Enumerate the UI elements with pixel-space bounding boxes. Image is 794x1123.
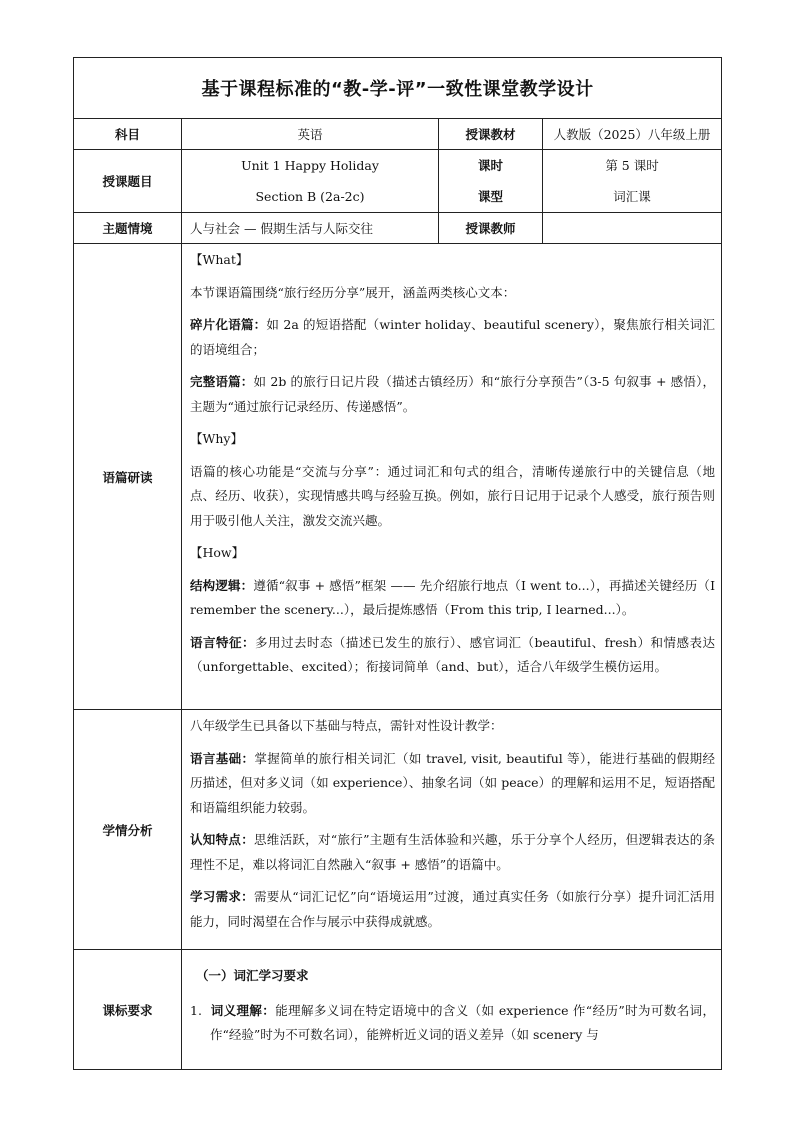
what-heading: 【What】 bbox=[190, 252, 249, 267]
type-label: 课型 bbox=[477, 189, 503, 204]
learning-needs-term: 学习需求： bbox=[190, 889, 254, 904]
period-type-values bbox=[543, 150, 722, 213]
theme-value: 人与社会 — 假期生活与人际交往 bbox=[182, 213, 439, 244]
why-heading: 【Why】 bbox=[190, 431, 243, 446]
item-1-number: 1. bbox=[190, 1002, 202, 1018]
topic-value bbox=[182, 150, 439, 213]
cognitive-term: 认知特点： bbox=[190, 832, 254, 847]
fragment-text: 如 2a 的短语搭配（winter holiday、beautiful scenery），聚焦旅行相关词汇的语境组合； bbox=[190, 317, 716, 357]
learning-needs-text: 需要从“词汇记忆”向“语境运用”过渡，通过真实任务（如旅行分享）提升词汇活用能力，同时渴望在合作与展示中获得成就感。 bbox=[190, 889, 716, 929]
structure-text: 遵循“叙事 + 感悟”框架 —— 先介绍旅行地点（I went to...），再描述关键经历（I remember the scenery...），最后提炼感悟（From this trip, I learned...）。 bbox=[190, 577, 716, 617]
complete-term: 完整语篇： bbox=[190, 374, 254, 389]
how-structure-paragraph bbox=[190, 574, 715, 623]
language-text: 多用过去时态（描述已发生的旅行）、感官词汇（beautiful、fresh）和情感表达（unforgettable、excited）；衔接词简单（and、but），适合八年级学生模仿运用。 bbox=[190, 634, 716, 674]
item-1-text: 能理解多义词在特定语境中的含义（如 experience 作“经历”时为可数名词，作“经验”时为不可数名词），能辨析近义词的语义差异（如 scenery 与 bbox=[210, 1002, 716, 1042]
theme-label: 主题情境 bbox=[74, 213, 182, 244]
structure-term: 结构逻辑： bbox=[190, 577, 254, 593]
period-type-labels bbox=[439, 150, 543, 213]
topic-line-1: Unit 1 Happy Holiday bbox=[241, 158, 379, 173]
vocabulary-section-title: （一）词汇学习要求 bbox=[196, 968, 309, 983]
document-title: 基于课程标准的“教-学-评”一致性课堂教学设计 bbox=[74, 58, 722, 119]
textbook-value: 人教版（2025）八年级上册 bbox=[543, 119, 722, 150]
teacher-value bbox=[543, 213, 722, 244]
standards-content bbox=[182, 950, 722, 1070]
learner-analysis-label: 学情分析 bbox=[74, 710, 182, 950]
how-heading: 【How】 bbox=[190, 545, 245, 560]
what-fragment-paragraph bbox=[190, 313, 715, 362]
textbook-label: 授课教材 bbox=[439, 119, 543, 150]
language-basis-text: 掌握简单的旅行相关词汇（如 travel, visit, beautiful 等），能进行基础的假期经历描述，但对多义词（如 experience）、抽象名词（如 peace）的理解和运用不足，短语搭配和语篇组织能力较弱。 bbox=[190, 750, 716, 815]
period-label: 课时 bbox=[477, 158, 503, 173]
type-value: 词汇课 bbox=[613, 189, 651, 204]
why-paragraph: 语篇的核心功能是“交流与分享”：通过词汇和句式的组合，清晰传递旅行中的关键信息（地点、经历、收获），实现情感共鸣与经验互换。例如，旅行日记用于记录个人感受，旅行预告则用于吸引他人关注，激发交流兴趣。 bbox=[190, 463, 716, 528]
how-language-paragraph bbox=[190, 631, 715, 680]
fragment-term: 碎片化语篇： bbox=[190, 317, 267, 332]
standards-item-1 bbox=[190, 999, 715, 1048]
what-intro: 本节课语篇围绕“旅行经历分享”展开，涵盖两类核心文本： bbox=[190, 284, 516, 300]
item-1-term: 词义理解： bbox=[210, 1002, 276, 1018]
topic-line-2: Section B (2a-2c) bbox=[255, 189, 365, 204]
topic-label: 授课题目 bbox=[74, 150, 182, 213]
cognitive-text: 思维活跃，对“旅行”主题有生活体验和兴趣，乐于分享个人经历，但逻辑表达的条理性不足，难以将词汇自然融入“叙事 + 感悟”的语篇中。 bbox=[190, 832, 716, 872]
what-complete-paragraph bbox=[190, 370, 715, 419]
subject-label: 科目 bbox=[74, 119, 182, 150]
cognitive-paragraph bbox=[190, 828, 715, 877]
standards-label: 课标要求 bbox=[74, 950, 182, 1070]
teacher-label: 授课教师 bbox=[439, 213, 543, 244]
language-basis-term: 语言基础： bbox=[190, 750, 255, 766]
learner-analysis-content bbox=[182, 710, 722, 950]
text-study-content bbox=[182, 244, 722, 710]
language-basis-paragraph bbox=[190, 747, 715, 821]
text-study-label: 语篇研读 bbox=[74, 244, 182, 710]
period-value: 第 5 课时 bbox=[605, 158, 659, 173]
lesson-design-table bbox=[73, 57, 722, 1070]
learning-needs-paragraph bbox=[190, 885, 715, 934]
language-term: 语言特征： bbox=[190, 634, 255, 650]
subject-value: 英语 bbox=[182, 119, 439, 150]
learner-intro: 八年级学生已具备以下基础与特点，需针对性设计教学： bbox=[190, 718, 503, 733]
complete-text: 如 2b 的旅行日记片段（描述古镇经历）和“旅行分享预告”（3-5 句叙事 + 感悟），主题为“通过旅行记录经历、传递感悟”。 bbox=[190, 374, 716, 414]
